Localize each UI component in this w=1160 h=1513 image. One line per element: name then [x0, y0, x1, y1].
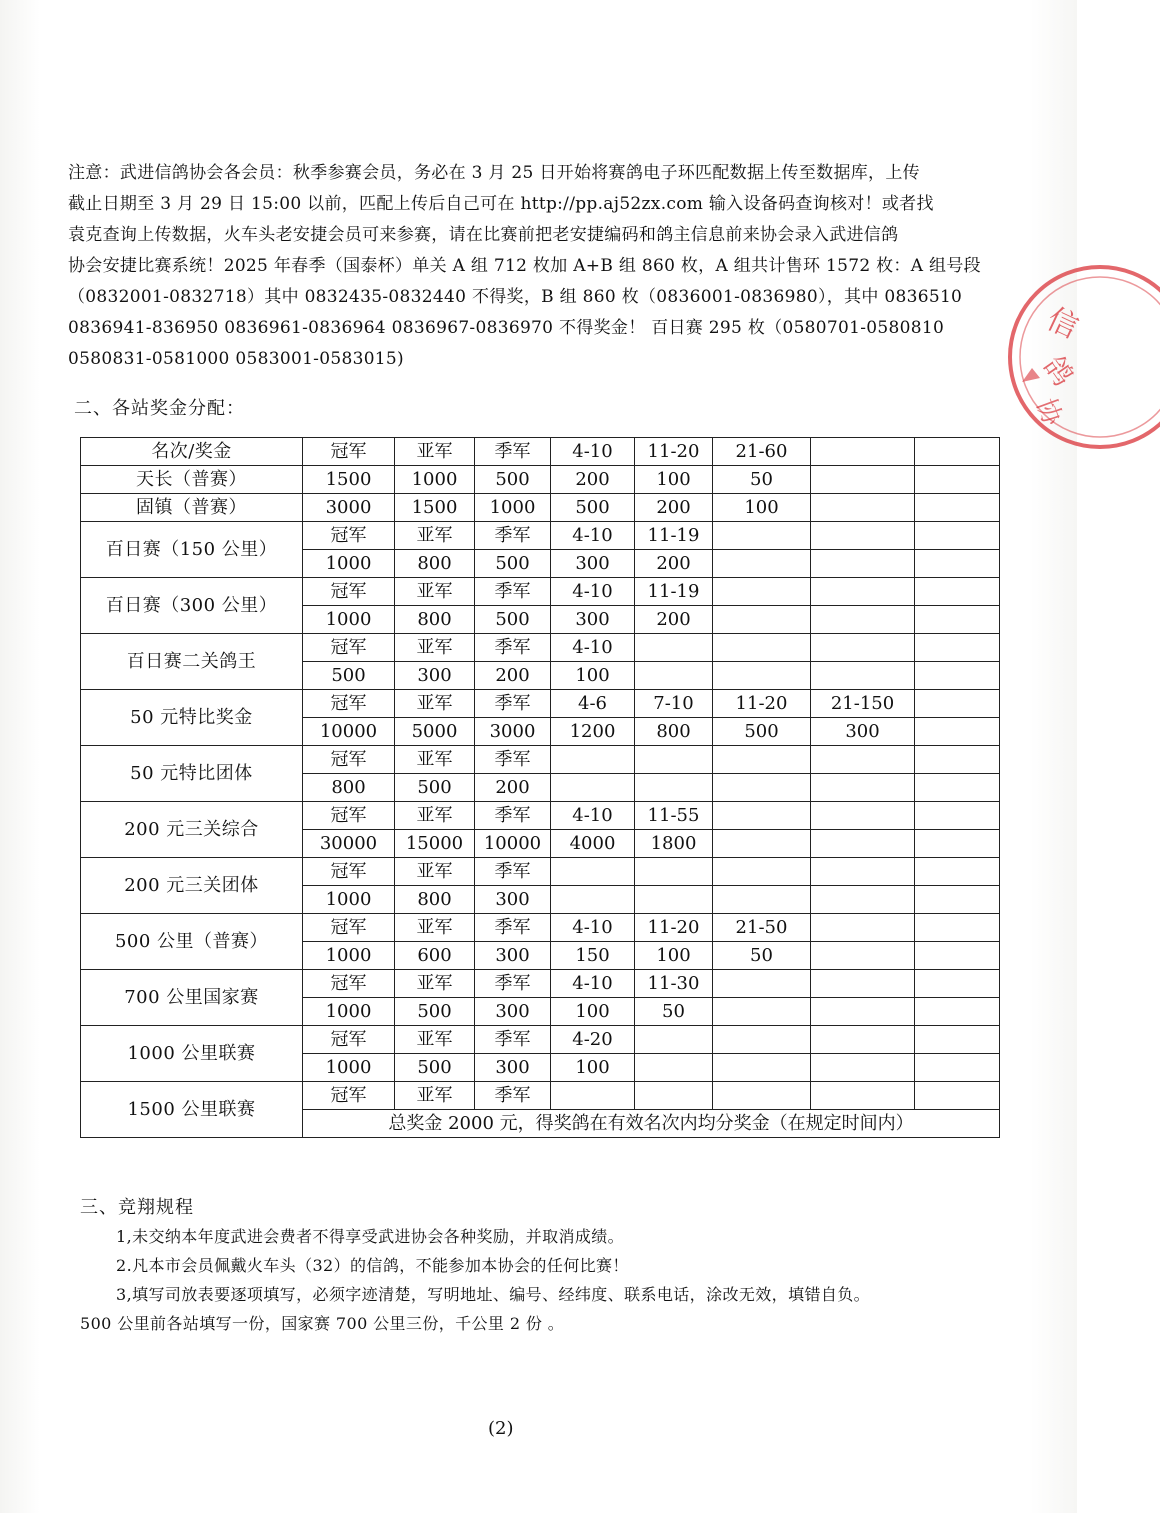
amount-cell: 800	[395, 606, 475, 634]
amount-cell: 1200	[551, 718, 635, 746]
table-row	[81, 466, 1000, 494]
amount-cell: 1000	[303, 998, 395, 1026]
rank-cell: 亚军	[395, 858, 475, 886]
table-row-ranks	[81, 1082, 1000, 1110]
rank-cell	[635, 634, 713, 662]
amount-cell: 500	[395, 1054, 475, 1082]
rank-cell	[915, 1026, 1000, 1054]
table-header-cell: 冠军	[303, 438, 395, 466]
amount-cell: 1000	[303, 942, 395, 970]
rank-cell: 季军	[475, 1026, 551, 1054]
amount-cell: 3000	[303, 494, 395, 522]
table-row-ranks	[81, 914, 1000, 942]
amount-cell: 100	[635, 466, 713, 494]
amount-cell: 500	[395, 774, 475, 802]
rules-list	[80, 1222, 1020, 1338]
amount-cell: 800	[395, 886, 475, 914]
rank-cell	[551, 746, 635, 774]
amount-cell	[915, 998, 1000, 1026]
table-row-ranks	[81, 802, 1000, 830]
row-label: 1000 公里联赛	[81, 1026, 303, 1082]
rank-cell: 亚军	[395, 1026, 475, 1054]
amount-cell	[915, 662, 1000, 690]
row-label: 百日赛（300 公里）	[81, 578, 303, 634]
notice-paragraph	[68, 158, 1004, 375]
notice-line: 截止日期至 3 月 29 日 15:00 以前，匹配上传后自己可在 http://pp.aj52zx.com 输入设备码查询核对！或者找	[68, 194, 934, 214]
amount-cell: 200	[635, 606, 713, 634]
rank-cell	[713, 746, 811, 774]
rank-cell: 季军	[475, 914, 551, 942]
rank-cell: 冠军	[303, 578, 395, 606]
amount-cell: 1000	[303, 550, 395, 578]
amount-cell	[635, 886, 713, 914]
amount-cell: 1000	[303, 886, 395, 914]
amount-cell: 1000	[395, 466, 475, 494]
rank-cell: 季军	[475, 1082, 551, 1110]
amount-cell	[915, 1054, 1000, 1082]
amount-cell: 600	[395, 942, 475, 970]
row-label: 天长（普赛）	[81, 466, 303, 494]
rank-cell: 21-50	[713, 914, 811, 942]
amount-cell	[635, 662, 713, 690]
rank-cell: 亚军	[395, 1082, 475, 1110]
amount-cell	[915, 830, 1000, 858]
table-header-cell: 21-60	[713, 438, 811, 466]
rank-cell: 季军	[475, 802, 551, 830]
table-row-ranks	[81, 634, 1000, 662]
amount-cell	[915, 942, 1000, 970]
amount-cell: 1000	[303, 1054, 395, 1082]
rank-cell	[713, 802, 811, 830]
rank-cell	[713, 858, 811, 886]
rank-cell	[713, 970, 811, 998]
svg-text:信: 信	[1041, 301, 1084, 346]
rank-cell	[635, 746, 713, 774]
rank-cell: 亚军	[395, 970, 475, 998]
amount-cell	[551, 886, 635, 914]
amount-cell: 50	[635, 998, 713, 1026]
amount-cell	[811, 1054, 915, 1082]
amount-cell: 500	[475, 550, 551, 578]
rank-cell	[915, 858, 1000, 886]
amount-cell: 500	[475, 466, 551, 494]
amount-cell: 50	[713, 942, 811, 970]
rank-cell	[915, 1082, 1000, 1110]
amount-cell: 300	[551, 606, 635, 634]
row-label: 200 元三关团体	[81, 858, 303, 914]
rank-cell: 冠军	[303, 1082, 395, 1110]
amount-cell	[811, 466, 915, 494]
rank-cell: 亚军	[395, 802, 475, 830]
amount-cell: 300	[475, 942, 551, 970]
table-header-cell: 11-20	[635, 438, 713, 466]
notice-line: 协会安捷比赛系统！2025 年春季（国泰杯）单关 A 组 712 枚加 A+B 组 860 枚，A 组共计售环 1572 枚：A 组号段	[68, 256, 981, 276]
rule-item: 2.凡本市会员佩戴火车头（32）的信鸽，不能参加本协会的任何比赛！	[116, 1256, 629, 1275]
section-2-heading: 二、各站奖金分配：	[74, 398, 245, 419]
row-label: 50 元特比奖金	[81, 690, 303, 746]
amount-cell: 100	[713, 494, 811, 522]
amount-cell	[551, 774, 635, 802]
row-label: 500 公里（普赛）	[81, 914, 303, 970]
amount-cell: 100	[551, 998, 635, 1026]
rank-cell: 4-6	[551, 690, 635, 718]
amount-cell	[811, 830, 915, 858]
amount-cell: 200	[635, 494, 713, 522]
amount-cell: 1000	[475, 494, 551, 522]
amount-cell	[915, 886, 1000, 914]
svg-text:鸽: 鸽	[1036, 350, 1080, 392]
rank-cell: 亚军	[395, 578, 475, 606]
rank-cell: 季军	[475, 970, 551, 998]
amount-cell	[811, 942, 915, 970]
rule-item: 3,填写司放表要逐项填写，必须字迹清楚，写明地址、编号、经纬度、联系电话，涂改无效，填错自负。	[116, 1285, 871, 1304]
rule-item: 1,未交纳本年度武进会费者不得享受武进协会各种奖励，并取消成绩。	[116, 1227, 625, 1246]
rank-cell: 11-30	[635, 970, 713, 998]
amount-cell	[811, 550, 915, 578]
rank-cell	[915, 690, 1000, 718]
rank-cell: 7-10	[635, 690, 713, 718]
section-3-heading: 三、竞翔规程	[80, 1197, 194, 1218]
rank-cell	[713, 1026, 811, 1054]
table-header-cell	[811, 438, 915, 466]
rank-cell	[915, 578, 1000, 606]
rank-cell: 亚军	[395, 522, 475, 550]
table-header-cell	[915, 438, 1000, 466]
amount-cell: 500	[475, 606, 551, 634]
rank-cell	[551, 1082, 635, 1110]
amount-cell	[713, 830, 811, 858]
amount-cell: 100	[551, 662, 635, 690]
notice-line: 0836941-836950 0836961-0836964 0836967-0836970 不得奖金！ 百日赛 295 枚（0580701-0580810	[68, 318, 945, 338]
table-header-cell: 亚军	[395, 438, 475, 466]
amount-cell	[811, 662, 915, 690]
rank-cell: 冠军	[303, 914, 395, 942]
notice-line: 注意：武进信鸽协会各会员：秋季参赛会员，务必在 3 月 25 日开始将赛鸽电子环匹配数据上传至数据库，上传	[68, 163, 920, 183]
prize-note: 总奖金 2000 元，得奖鸽在有效名次内均分奖金（在规定时间内）	[303, 1110, 1000, 1138]
rank-cell	[811, 914, 915, 942]
amount-cell: 300	[395, 662, 475, 690]
amount-cell: 1800	[635, 830, 713, 858]
rank-cell: 4-10	[551, 802, 635, 830]
rank-cell	[915, 634, 1000, 662]
table-header-cell: 4-10	[551, 438, 635, 466]
rank-cell: 季军	[475, 578, 551, 606]
rank-cell	[635, 1082, 713, 1110]
rank-cell	[915, 746, 1000, 774]
table-row-ranks	[81, 690, 1000, 718]
amount-cell: 800	[635, 718, 713, 746]
rank-cell	[811, 578, 915, 606]
rank-cell	[551, 858, 635, 886]
rank-cell: 季军	[475, 522, 551, 550]
seal-ring	[1010, 267, 1160, 447]
table-row-ranks	[81, 522, 1000, 550]
amount-cell: 500	[395, 998, 475, 1026]
rank-cell: 4-20	[551, 1026, 635, 1054]
amount-cell: 300	[475, 886, 551, 914]
rank-cell	[811, 1082, 915, 1110]
rank-cell: 11-20	[635, 914, 713, 942]
rank-cell	[635, 1026, 713, 1054]
row-label: 固镇（普赛）	[81, 494, 303, 522]
amount-cell: 200	[475, 774, 551, 802]
amount-cell: 100	[551, 1054, 635, 1082]
amount-cell: 1500	[303, 466, 395, 494]
table-row-ranks	[81, 858, 1000, 886]
amount-cell	[713, 998, 811, 1026]
amount-cell	[713, 1054, 811, 1082]
rank-cell	[635, 858, 713, 886]
amount-cell: 100	[635, 942, 713, 970]
amount-cell: 800	[395, 550, 475, 578]
amount-cell	[635, 1054, 713, 1082]
rank-cell: 11-19	[635, 578, 713, 606]
rank-cell: 亚军	[395, 690, 475, 718]
rank-cell: 冠军	[303, 802, 395, 830]
amount-cell	[811, 494, 915, 522]
amount-cell	[811, 998, 915, 1026]
amount-cell	[635, 774, 713, 802]
notice-line: 0580831-0581000 0583001-0583015)	[68, 349, 404, 369]
table-row-ranks	[81, 1026, 1000, 1054]
rank-cell	[811, 1026, 915, 1054]
row-label: 200 元三关综合	[81, 802, 303, 858]
official-seal-icon	[1000, 262, 1160, 462]
amount-cell: 1000	[303, 606, 395, 634]
amount-cell: 50	[713, 466, 811, 494]
rank-cell	[915, 802, 1000, 830]
rank-cell	[811, 858, 915, 886]
rank-cell: 4-10	[551, 970, 635, 998]
rank-cell	[915, 522, 1000, 550]
rank-cell: 亚军	[395, 634, 475, 662]
rank-cell: 冠军	[303, 970, 395, 998]
amount-cell	[915, 774, 1000, 802]
amount-cell	[713, 886, 811, 914]
row-label: 700 公里国家赛	[81, 970, 303, 1026]
amount-cell: 300	[475, 998, 551, 1026]
rank-cell: 冠军	[303, 858, 395, 886]
rank-cell	[811, 970, 915, 998]
rank-cell	[713, 522, 811, 550]
row-label: 百日赛二关鸽王	[81, 634, 303, 690]
rank-cell	[811, 522, 915, 550]
table-row	[81, 494, 1000, 522]
row-label: 百日赛（150 公里）	[81, 522, 303, 578]
rank-cell	[713, 1082, 811, 1110]
table-header-cell: 季军	[475, 438, 551, 466]
amount-cell	[811, 886, 915, 914]
amount-cell	[713, 662, 811, 690]
notice-line: 袁克查询上传数据，火车头老安捷会员可来参赛，请在比赛前把老安捷编码和鸽主信息前来协会录入武进信鸽	[68, 225, 899, 245]
amount-cell	[713, 606, 811, 634]
amount-cell	[713, 774, 811, 802]
table-row-ranks	[81, 578, 1000, 606]
rank-cell: 冠军	[303, 690, 395, 718]
amount-cell: 800	[303, 774, 395, 802]
amount-cell: 500	[303, 662, 395, 690]
amount-cell	[915, 606, 1000, 634]
rank-cell: 亚军	[395, 746, 475, 774]
amount-cell: 10000	[475, 830, 551, 858]
rank-cell: 季军	[475, 858, 551, 886]
rank-cell	[811, 802, 915, 830]
amount-cell: 200	[635, 550, 713, 578]
rank-cell	[811, 746, 915, 774]
amount-cell: 200	[475, 662, 551, 690]
amount-cell: 10000	[303, 718, 395, 746]
rank-cell: 11-19	[635, 522, 713, 550]
rule-item-continuation: 500 公里前各站填写一份，国家赛 700 公里三份，千公里 2 份 。	[80, 1314, 565, 1333]
table-header-row	[81, 438, 1000, 466]
rank-cell	[811, 634, 915, 662]
rank-cell	[713, 578, 811, 606]
amount-cell: 300	[551, 550, 635, 578]
amount-cell: 3000	[475, 718, 551, 746]
amount-cell: 300	[475, 1054, 551, 1082]
amount-cell: 200	[551, 466, 635, 494]
rank-cell	[915, 970, 1000, 998]
amount-cell: 300	[811, 718, 915, 746]
notice-line: （0832001-0832718）其中 0832435-0832440 不得奖，B 组 860 枚（0836001-0836980），其中 0836510	[68, 287, 963, 307]
rank-cell: 21-150	[811, 690, 915, 718]
rank-cell: 4-10	[551, 634, 635, 662]
rank-cell: 季军	[475, 634, 551, 662]
amount-cell: 500	[551, 494, 635, 522]
amount-cell	[811, 774, 915, 802]
amount-cell: 5000	[395, 718, 475, 746]
amount-cell: 4000	[551, 830, 635, 858]
amount-cell: 150	[551, 942, 635, 970]
rank-cell: 季军	[475, 690, 551, 718]
rank-cell	[915, 914, 1000, 942]
rank-cell: 4-10	[551, 914, 635, 942]
row-label: 1500 公里联赛	[81, 1082, 303, 1138]
rank-cell: 冠军	[303, 634, 395, 662]
amount-cell: 1500	[395, 494, 475, 522]
amount-cell	[713, 550, 811, 578]
amount-cell: 15000	[395, 830, 475, 858]
amount-cell: 30000	[303, 830, 395, 858]
rank-cell: 季军	[475, 746, 551, 774]
table-row-ranks	[81, 970, 1000, 998]
amount-cell	[915, 494, 1000, 522]
row-label: 50 元特比团体	[81, 746, 303, 802]
svg-text:协: 协	[1030, 394, 1068, 430]
rank-cell	[713, 634, 811, 662]
prize-table	[80, 437, 1000, 1138]
rank-cell: 冠军	[303, 1026, 395, 1054]
table-row-ranks	[81, 746, 1000, 774]
table-header-label: 名次/奖金	[81, 438, 303, 466]
amount-cell	[811, 606, 915, 634]
rank-cell: 11-55	[635, 802, 713, 830]
page-number: (2)	[488, 1418, 514, 1439]
amount-cell	[915, 466, 1000, 494]
rank-cell: 亚军	[395, 914, 475, 942]
amount-cell: 500	[713, 718, 811, 746]
amount-cell	[915, 550, 1000, 578]
rank-cell: 11-20	[713, 690, 811, 718]
rank-cell: 冠军	[303, 746, 395, 774]
rank-cell: 冠军	[303, 522, 395, 550]
rank-cell: 4-10	[551, 578, 635, 606]
amount-cell	[915, 718, 1000, 746]
rank-cell: 4-10	[551, 522, 635, 550]
